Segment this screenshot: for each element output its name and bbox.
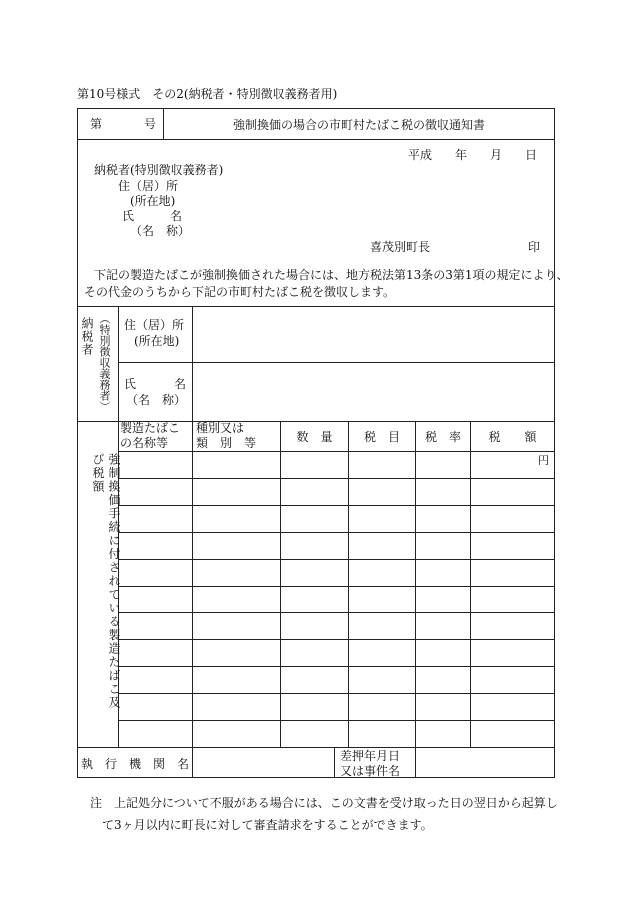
- goods-col-divider-1: [192, 421, 193, 747]
- block-location-label: (所在地): [134, 334, 180, 348]
- footnote: [90, 792, 560, 836]
- body-text-line-2: その代金のうちから下記の市町村たばこ税を徴収します。: [84, 285, 396, 299]
- number-label-right: 号: [144, 117, 157, 131]
- divider-taxpayer-mid: [118, 362, 554, 363]
- taxpayer-label: 納税者(特別徴収義務者): [94, 163, 224, 177]
- goods-row-divider: [118, 532, 554, 533]
- footer-divider-1: [192, 747, 193, 778]
- col-base-header: 税 目: [363, 429, 400, 444]
- block-name-sub: （名 称）: [126, 393, 187, 407]
- footer-divider-2: [334, 747, 335, 778]
- goods-col-divider-4: [415, 421, 416, 747]
- col-amount-header: 税 額: [488, 429, 537, 444]
- date-year: 年: [455, 148, 468, 162]
- seal-mark: 印: [528, 240, 541, 254]
- date-month: 月: [490, 148, 503, 162]
- date-day: 日: [525, 148, 538, 162]
- special-collector-vertical-label: （特別徴収義務者）: [98, 313, 111, 412]
- issuer-office: 喜茂別町長: [370, 240, 431, 254]
- goods-row-divider: [118, 639, 554, 640]
- location-label: (所在地): [130, 194, 176, 208]
- col-qty-header: 数 量: [296, 429, 333, 444]
- col-product-line-2: の名称等: [120, 436, 169, 450]
- divider-title: [78, 139, 554, 140]
- goods-col-divider-5: [470, 421, 471, 747]
- footnote-line-2: て3ヶ月以内に町長に対して審査請求をすることができます。: [102, 818, 433, 832]
- address-label: 住（居）所: [118, 179, 179, 193]
- goods-row-divider: [118, 451, 554, 452]
- goods-side-label: 強制換価手続に付されている製造たばこ及び税額: [91, 453, 121, 710]
- col-product-line-1: [120, 420, 190, 436]
- footer-divider-3: [415, 747, 416, 778]
- body-text-line-1: 下記の製造たばこが強制換価された場合には、地方税法第13条の3第1項の規定により、: [94, 268, 569, 282]
- agency-label: 執 行 機 関 名: [80, 756, 189, 771]
- block-address-label: 住（居）所: [124, 318, 185, 332]
- name-label-1: 氏: [122, 209, 135, 223]
- divider-body: [78, 306, 554, 307]
- col-rate-header: 税 率: [424, 429, 461, 444]
- goods-row-divider: [118, 586, 554, 587]
- col-kind-line-1: 種別又は: [196, 421, 245, 435]
- goods-row-divider: [118, 720, 554, 721]
- goods-row-divider: [118, 559, 554, 560]
- seizure-label-2: 又は事件名: [340, 764, 401, 778]
- goods-col-divider-2: [280, 421, 281, 747]
- notice-form: [77, 108, 569, 778]
- date-era: 平成: [408, 148, 433, 162]
- col-product-text-1: 製造たばこ: [120, 421, 181, 435]
- col-kind-line-2: 類 別 等: [196, 436, 257, 450]
- goods-col-divider-3: [348, 421, 349, 747]
- yen-unit: 円: [538, 454, 549, 467]
- block-name-label-2: 名: [174, 377, 187, 391]
- number-label-left: 第: [90, 117, 103, 131]
- goods-row-divider: [118, 612, 554, 613]
- seizure-label-1: 差押年月日: [340, 749, 401, 763]
- goods-row-divider: [118, 505, 554, 506]
- goods-row-divider: [118, 693, 554, 694]
- taxpayer-vertical-label: 納税者: [80, 317, 94, 356]
- form-title: 強制換価の場合の市町村たばこ税の徴収通知書: [232, 117, 485, 132]
- name-label-2: 名: [170, 209, 183, 223]
- block-name-label-1: 氏: [124, 377, 137, 391]
- goods-row-divider: [118, 666, 554, 667]
- footnote-line-1: 注 上記処分について不服がある場合には、この文書を受け取った日の翌日から起算し: [90, 796, 558, 810]
- name-sub-label: （名 称）: [130, 224, 191, 238]
- form-number-label: 第10号様式 その2(納税者・特別徴収義務者用): [77, 87, 338, 101]
- taxpayer-label-divider: [192, 306, 193, 421]
- goods-row-divider: [118, 478, 554, 479]
